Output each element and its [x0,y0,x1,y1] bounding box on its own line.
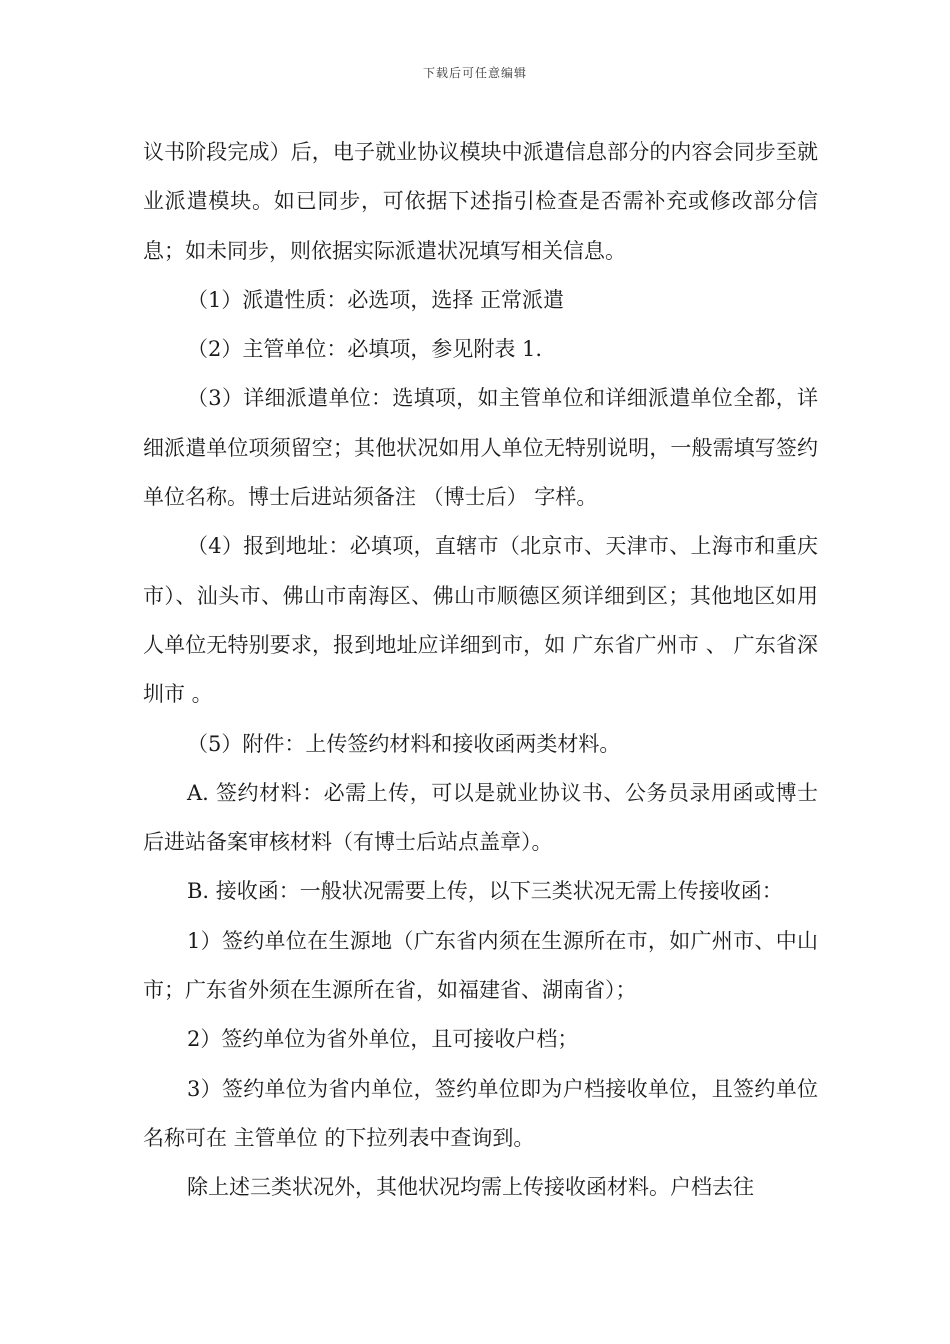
paragraph: （4）报到地址：必填项，直辖市（北京市、天津市、上海市和重庆市）、汕头市、佛山市南海区、佛山市顺德区须详细到区；其他地区如用人单位无特别要求，报到地址应详细到市，如 广东省广州市 、 广东省深圳市 。 [143,534,818,707]
paragraph: （5）附件：上传签约材料和接收函两类材料。 [187,731,621,756]
paragraph: （1）派遣性质：必选项，选择 正常派遣 [187,287,565,312]
paragraph: B. 接收函：一般状况需要上传，以下三类状况无需上传接收函： [187,879,783,904]
body-text [143,128,818,1213]
paragraph: 除上述三类状况外，其他状况均需上传接收函材料。户档去往 [187,1175,754,1200]
paragraph: 3）签约单位为省内单位，签约单位即为户档接收单位，且签约单位名称可在 主管单位 的下拉列表中查询到。 [143,1076,818,1150]
paragraph: （2）主管单位：必填项，参见附表 1. [187,337,543,362]
page-header: 下载后可任意编辑 [422,66,527,80]
paragraph: A. 签约材料：必需上传，可以是就业协议书、公务员录用函或博士后进站备案审核材料（有博士后站点盖章）。 [143,780,818,855]
paragraph: 2）签约单位为省外单位，且可接收户档； [187,1027,579,1052]
paragraph: 1）签约单位在生源地（广东省内须在生源所在市，如广州市、中山市；广东省外须在生源所在省，如福建省、湖南省）； [143,928,818,1003]
paragraph: 议书阶段完成）后，电子就业协议模块中派遣信息部分的内容会同步至就业派遣模块。如已同步，可依据下述指引检查是否需补充或修改部分信息；如未同步，则依据实际派遣状况填写相关信息。 [143,140,818,263]
paragraph: （3）详细派遣单位：选填项，如主管单位和详细派遣单位全都，详细派遣单位项须留空；其他状况如用人单位无特别说明，一般需填写签约单位名称。博士后进站须备注 （博士后） 字样。 [143,386,818,510]
